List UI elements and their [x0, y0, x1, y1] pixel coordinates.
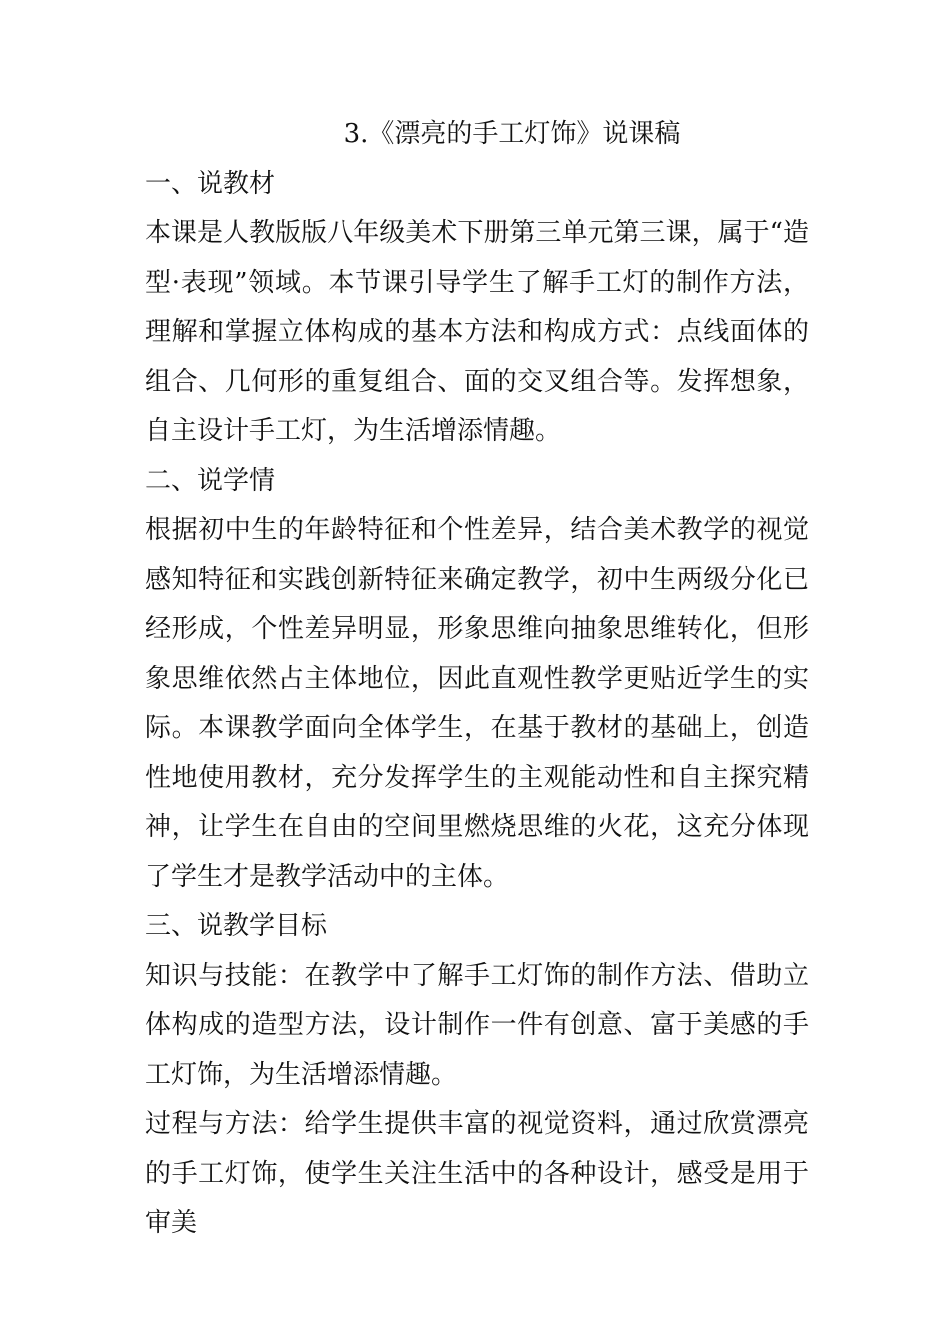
paragraph-process-methods: 过程与方法：给学生提供丰富的视觉资料，通过欣赏漂亮的手工灯饰，使学生关注生活中的各种设计，感受是用于审美 [145, 1109, 809, 1238]
document-body [145, 110, 809, 1249]
section-heading-students: 二、说学情 [145, 465, 276, 496]
section-heading-objectives: 三、说教学目标 [145, 911, 328, 941]
paragraph-textbook: 本课是人教版版八年级美术下册第三单元第三课，属于“造型·表现”领域。本节课引导学生了解手工灯的制作方法，理解和掌握立体构成的基本方法和构成方式：点线面体的组合、几何形的重复组合、面的交叉组合等。发挥想象，自主设计手工灯，为生活增添情趣。 [145, 218, 809, 446]
section-heading-textbook: 一、说教材 [145, 168, 276, 199]
document-title: 3.《漂亮的手工灯饰》说课稿 [343, 119, 681, 149]
paragraph-students: 根据初中生的年龄特征和个性差异，结合美术教学的视觉感知特征和实践创新特征来确定教学，初中生两级分化已经形成，个性差异明显，形象思维向抽象思维转化，但形象思维依然占主体地位，因此直观性教学更贴近学生的实际。本课教学面向全体学生，在基于教材的基础上，创造性地使用教材，充分发挥学生的主观能动性和自主探究精神，让学生在自由的空间里燃烧思维的火花，这充分体现了学生才是教学活动中的主体。 [145, 515, 809, 892]
paragraph-knowledge-skills: 知识与技能：在教学中了解手工灯饰的制作方法、借助立体构成的造型方法，设计制作一件有创意、富于美感的手工灯饰，为生活增添情趣。 [145, 960, 809, 1090]
